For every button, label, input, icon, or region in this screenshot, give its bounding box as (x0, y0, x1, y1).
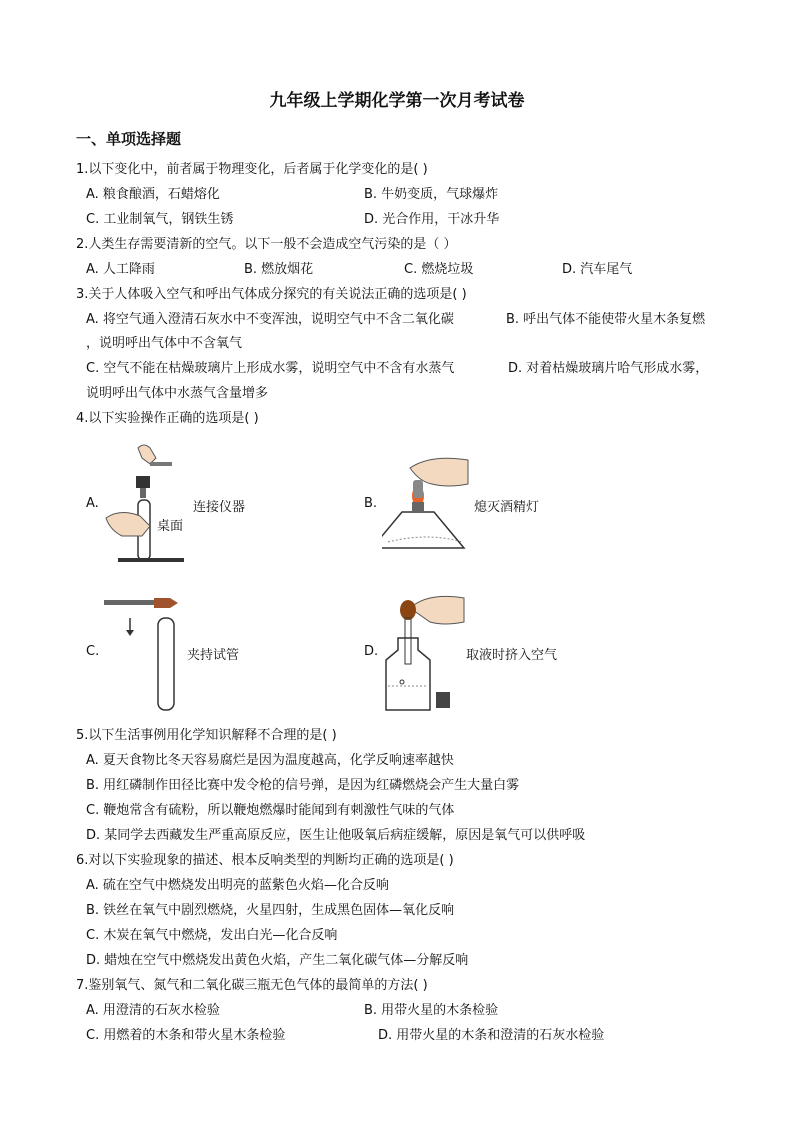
q1-stem: 1.以下变化中，前者属于物理变化，后者属于化学变化的是( ) (76, 162, 428, 177)
q4-option-a-letter[interactable]: A. (86, 496, 99, 511)
q4-option-b-letter[interactable]: B. (364, 496, 378, 511)
q3-option-c[interactable]: C. 空气不能在枯燥玻璃片上形成水雾，说明空气中不含有水蒸气 (86, 361, 455, 376)
q1-option-c[interactable]: C. 工业制氧气，钢铁生锈 (86, 212, 234, 227)
q4-option-a-caption: 连接仪器 (193, 500, 246, 515)
q5-option-c[interactable]: C. 鞭炮常含有硫粉，所以鞭炮燃爆时能闻到有刺激性气味的气体 (86, 803, 455, 818)
q3-option-a[interactable]: A. 将空气通入澄清石灰水中不变浑浊，说明空气中不含二氧化碳 (86, 312, 454, 327)
q5-stem: 5.以下生活事例用化学知识解释不合理的是( ) (76, 728, 337, 743)
figure-test-tube-holder (100, 592, 190, 714)
figure-connect-apparatus (100, 440, 200, 565)
q3-stem: 3.关于人体吸入空气和呼出气体成分探究的有关说法正确的选项是( ) (76, 287, 467, 302)
q2-option-a[interactable]: A. 人工降雨 (86, 262, 155, 277)
q2-option-d[interactable]: D. 汽车尾气 (562, 262, 633, 277)
q6-option-b[interactable]: B. 铁丝在氧气中剧烈燃烧，火星四射，生成黑色固体—氧化反响 (86, 903, 455, 918)
q4-stem: 4.以下实验操作正确的选项是( ) (76, 411, 259, 426)
q7-option-b[interactable]: B. 用带火星的木条检验 (364, 1003, 499, 1018)
q2-option-b[interactable]: B. 燃放烟花 (244, 262, 314, 277)
q4-option-c-letter[interactable]: C. (86, 644, 100, 659)
q1-option-d[interactable]: D. 光合作用，干冰升华 (364, 212, 500, 227)
q2-stem: 2.人类生存需要清新的空气。以下一般不会造成空气污染的是（ ） (76, 237, 457, 252)
figure-alcohol-lamp (382, 452, 472, 554)
q7-option-d[interactable]: D. 用带火星的木条和澄清的石灰水检验 (378, 1028, 605, 1043)
q6-stem: 6.对以下实验现象的描述、根本反响类型的判断均正确的选项是( ) (76, 853, 454, 868)
q3-option-d[interactable]: D. 对着枯燥玻璃片哈气形成水雾， (508, 361, 709, 376)
q3-option-b[interactable]: B. 呼出气体不能使带火星木条复燃 (506, 312, 706, 327)
q7-option-c[interactable]: C. 用燃着的木条和带火星木条检验 (86, 1028, 286, 1043)
q5-option-b[interactable]: B. 用红磷制作田径比赛中发令枪的信号弹，是因为红磷燃烧会产生大量白雾 (86, 778, 520, 793)
figure-dropper-bottle (380, 592, 466, 714)
q5-option-a[interactable]: A. 夏天食物比冬天容易腐烂是因为温度越高，化学反响速率越快 (86, 753, 454, 768)
q5-option-d[interactable]: D. 某同学去西藏发生严重高原反应，医生让他吸氧后病症缓解，原因是氧气可以供呼吸 (86, 828, 586, 843)
q3-option-b-cont: ，说明呼出气体中不含氧气 (86, 336, 243, 351)
q3-option-d-cont: 说明呼出气体中水蒸气含量增多 (86, 386, 269, 401)
q4-option-c-caption: 夹持试管 (187, 648, 240, 663)
q1-option-b[interactable]: B. 牛奶变质，气球爆炸 (364, 187, 499, 202)
q7-stem: 7.鉴别氧气、氮气和二氧化碳三瓶无色气体的最简单的方法( ) (76, 978, 428, 993)
q4-option-b-caption: 熄灭酒精灯 (474, 500, 540, 515)
page-title: 九年级上学期化学第一次月考试卷 (269, 91, 525, 111)
q7-option-a[interactable]: A. 用澄清的石灰水检验 (86, 1003, 220, 1018)
q4-option-a-desk-label: 桌面 (157, 519, 184, 534)
q6-option-c[interactable]: C. 木炭在氧气中燃烧，发出白光—化合反响 (86, 928, 338, 943)
q1-option-a[interactable]: A. 粮食酿酒，石蜡熔化 (86, 187, 220, 202)
q6-option-d[interactable]: D. 蜡烛在空气中燃烧发出黄色火焰，产生二氧化碳气体—分解反响 (86, 953, 469, 968)
q6-option-a[interactable]: A. 硫在空气中燃烧发出明亮的蓝紫色火焰—化合反响 (86, 878, 389, 893)
q4-option-d-letter[interactable]: D. (364, 644, 379, 659)
q2-option-c[interactable]: C. 燃烧垃圾 (404, 262, 474, 277)
q4-option-d-caption: 取液时挤入空气 (466, 648, 558, 663)
section-heading: 一、单项选择题 (76, 130, 182, 148)
